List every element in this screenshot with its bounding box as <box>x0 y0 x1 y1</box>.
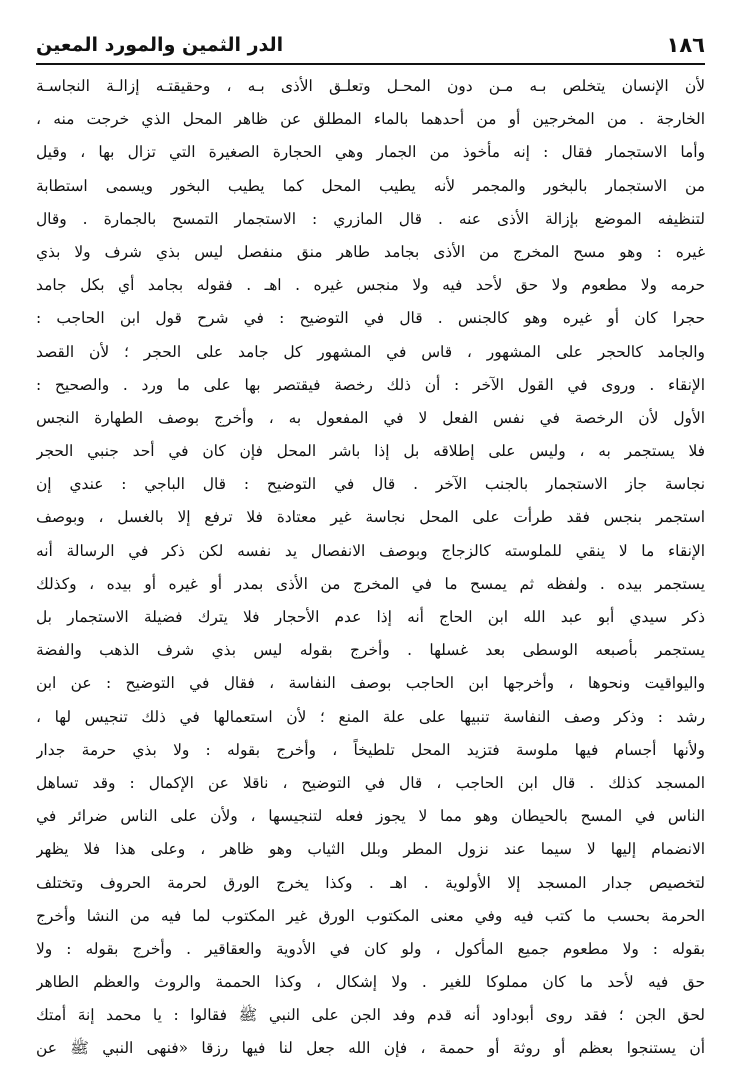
text-line: لتنظيفه الموضع بإزالة الأذى عنه . قال المازري : الاستجمار التمسح بالجمارة . وقال <box>36 209 705 228</box>
text-line: المسجد كذلك . قال ابن الحاجب ، قال في التوضيح ، ناقلا عن الإكمال : وقد تساهل <box>36 773 705 792</box>
text-line: بقوله : ولا مطعوم جميع المأكول ، ولو كان في الأدوية والعقاقير . وأخرج بقوله : ولا <box>36 939 705 958</box>
text-line: أن يستنجوا بعظم أو روثة أو حممة ، فإن الله جعل لنا فيها رزقا «فنهى النبي ﷺ عن <box>36 1039 705 1058</box>
text-line: حرمه ولا مطعوم ولا حق لأحد فيه ولا منجس غيره . اهـ . فقوله بجامد أي بكل جامد <box>36 276 705 295</box>
text-line: حق فيه لأحد ما كان مملوكا للغير . ولا إشكال ، وكذا الحممة والروث والعظم الطاهر <box>36 973 705 992</box>
text-line: فلا يستجمر به ، وليس على إطلاقه بل إذا باشر المحل فإن كان في أحد جنبي الحجر <box>36 442 705 461</box>
text-line: الأول لأن الرخصة في نفس الفعل لا في المفعول به ، وأخرج بوصف الطهارة النجس <box>36 408 705 427</box>
page-header <box>36 28 705 60</box>
text-line: الناس في المسح بالحيطان وهو مما لا يجوز فعله لتنجيسها ، ولأن على الناس ضرائر في <box>36 807 705 826</box>
text-line: يستجمر بيده . ولفظه ثم يمسح ما في المخرج من الأذى بمدر أو غيره أو بيده ، وكذلك <box>36 574 705 593</box>
text-line: الانضمام إليها لا سيما عند نزول المطر وبلل الثياب وهو ظاهر ، وعلى هذا فلا يظهر <box>36 840 705 859</box>
text-line: ولأنها أجسام فيها ملوسة فتزيد المحل تلطيخاً ، وأخرج بقوله : ولا بذي حرمة جدار <box>36 740 705 759</box>
text-line: الحرمة بحسب ما كتب فيه وفي معنى المكتوب الورق غير المكتوب لما فيه من النشا وأخرج <box>36 906 705 925</box>
text-line: ذكر سيدي أبو عبد الله ابن الحاج أنه إذا عدم الأحجار فلا يترك فضيلة الاستجمار بل <box>36 608 705 626</box>
text-line: الخارجة . من المخرجين أو من أحدهما بالماء المطلق عن ظاهر المحل الذي خرجت منه ، <box>36 110 705 129</box>
text-line: واليواقيت ونحوها ، وأخرجها ابن الحاجب بوصف النفاسة ، فقال في التوضيح : عن ابن <box>36 674 705 693</box>
page-number: ١٨٦ <box>666 33 705 57</box>
text-line: الإنقاء ما لا ينقي للملوسته كالزجاج وبوصف الانفصال يد نفسه لكن ذكر في الرسالة أنه <box>36 541 705 560</box>
text-line: لتخصيص جدار المسجد إلا الأولوية . اهـ . وكذا يخرج الورق لحرمة الحروف وتختلف <box>36 873 705 892</box>
text-line: رشد : وذكر وصف النفاسة تنبيها على علة المنع ؛ لأن استعمالها في ذلك تنجيس لها ، <box>36 707 705 726</box>
text-line: الإنقاء . وروى في القول الآخر : أن ذلك رخصة فيقتصر بها على ما ورد . والصحيح : <box>36 375 705 394</box>
text-line: يستجمر بأصبعه الوسطى بعد غسلها . وأخرج بقوله ليس بذي شرف الذهب والفضة <box>36 641 705 660</box>
text-line: غيره : وهو مسح المخرج من الأذى بجامد طاهر منق منفصل ليس بذي شرف ولا بذي <box>36 242 705 261</box>
text-line: حجرا كان أو غيره وهو كالجنس . قال في التوضيح : في شرح قول ابن الحاجب : <box>36 309 705 328</box>
text-line: لحق الجن ؛ فقد روى أبوداود أنه قدم وفد الجن على النبي ﷺ فقالوا : يا محمد إنهَ أمتك <box>36 1006 705 1025</box>
book-title: الدر الثمين والمورد المعين <box>36 34 284 56</box>
text-line: نجاسة جاز الاستجمار بالجنب الآخر . قال في التوضيح : قال الباجي : عندي إن <box>36 475 705 494</box>
text-line: استجمر بنجس فقد طرأت على المحل نجاسة غير معتادة فلا ترفع إلا بالغسل ، وبوصف <box>36 508 705 527</box>
header-rule <box>36 63 705 65</box>
text-line: لأن الإنسان يتخلص بـه مـن دون المحـل وتعلـق الأذى بـه ، وحقيقتـه إزالـة النجاسـة <box>36 77 705 95</box>
body-text <box>36 70 705 1066</box>
text-line: من الاستجمار بالبخور والمجمر لأنه يطيب المحل كما يطيب البخور ويسمى استطابة <box>36 176 705 195</box>
text-line: والجامد كالحجر على المشهور ، قاس في المشهور كل جامد على الحجر ؛ لأن القصد <box>36 342 705 361</box>
text-line: وأما الاستجمار فقال : إنه مأخوذ من الجمار وهي الحجارة الصغيرة التي تزال بها ، وقيل <box>36 143 705 162</box>
